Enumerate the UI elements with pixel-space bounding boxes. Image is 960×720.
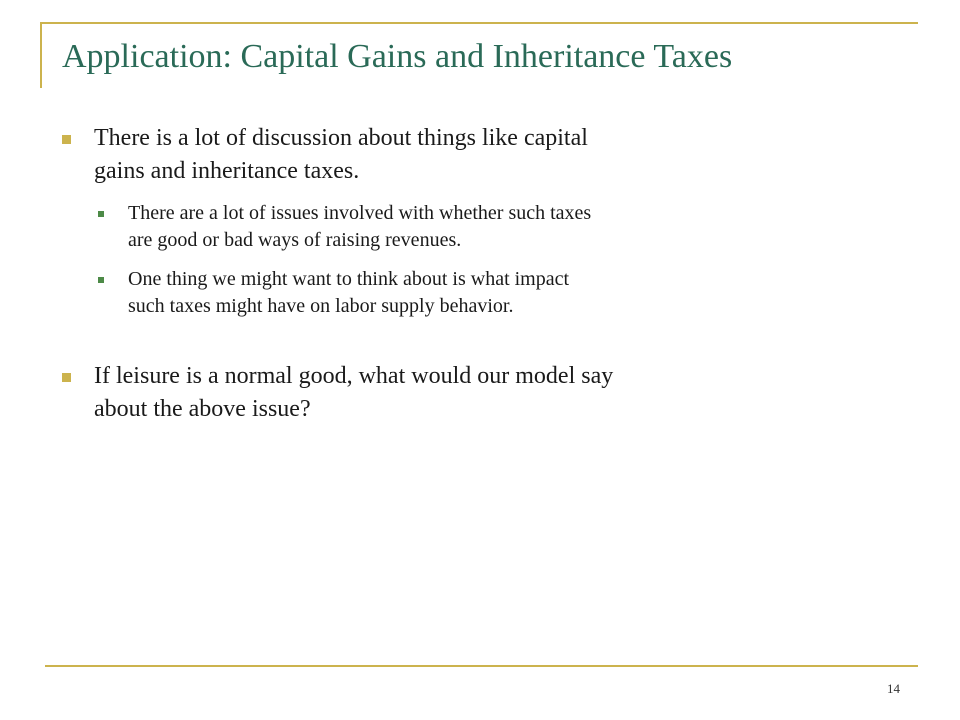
slide-content: [62, 122, 622, 426]
square-sub-bullet-icon: [98, 277, 104, 283]
frame-top-rule: [40, 22, 918, 24]
bullet-item: [62, 360, 634, 426]
bullet-item: [62, 122, 614, 188]
frame-left-rule: [40, 22, 42, 88]
square-bullet-icon: [62, 373, 71, 382]
sub-bullet-item: [128, 266, 598, 320]
footer-rule: [45, 665, 918, 667]
square-bullet-icon: [62, 135, 71, 144]
sub-bullet-text: There are a lot of issues involved with whether such taxes are good or bad ways of raising revenues.: [128, 202, 592, 251]
square-sub-bullet-icon: [98, 211, 104, 217]
sub-bullet-item: [128, 200, 598, 254]
bullet-text: There is a lot of discussion about things like capital gains and inheritance taxes.: [94, 125, 588, 184]
bullet-text: If leisure is a normal good, what would our model say about the above issue?: [94, 363, 614, 422]
sub-bullet-text: One thing we might want to think about is what impact such taxes might have on labor supply behavior.: [128, 268, 570, 317]
page-number: 14: [887, 681, 900, 696]
slide-title: Application: Capital Gains and Inheritance Taxes: [62, 38, 733, 75]
